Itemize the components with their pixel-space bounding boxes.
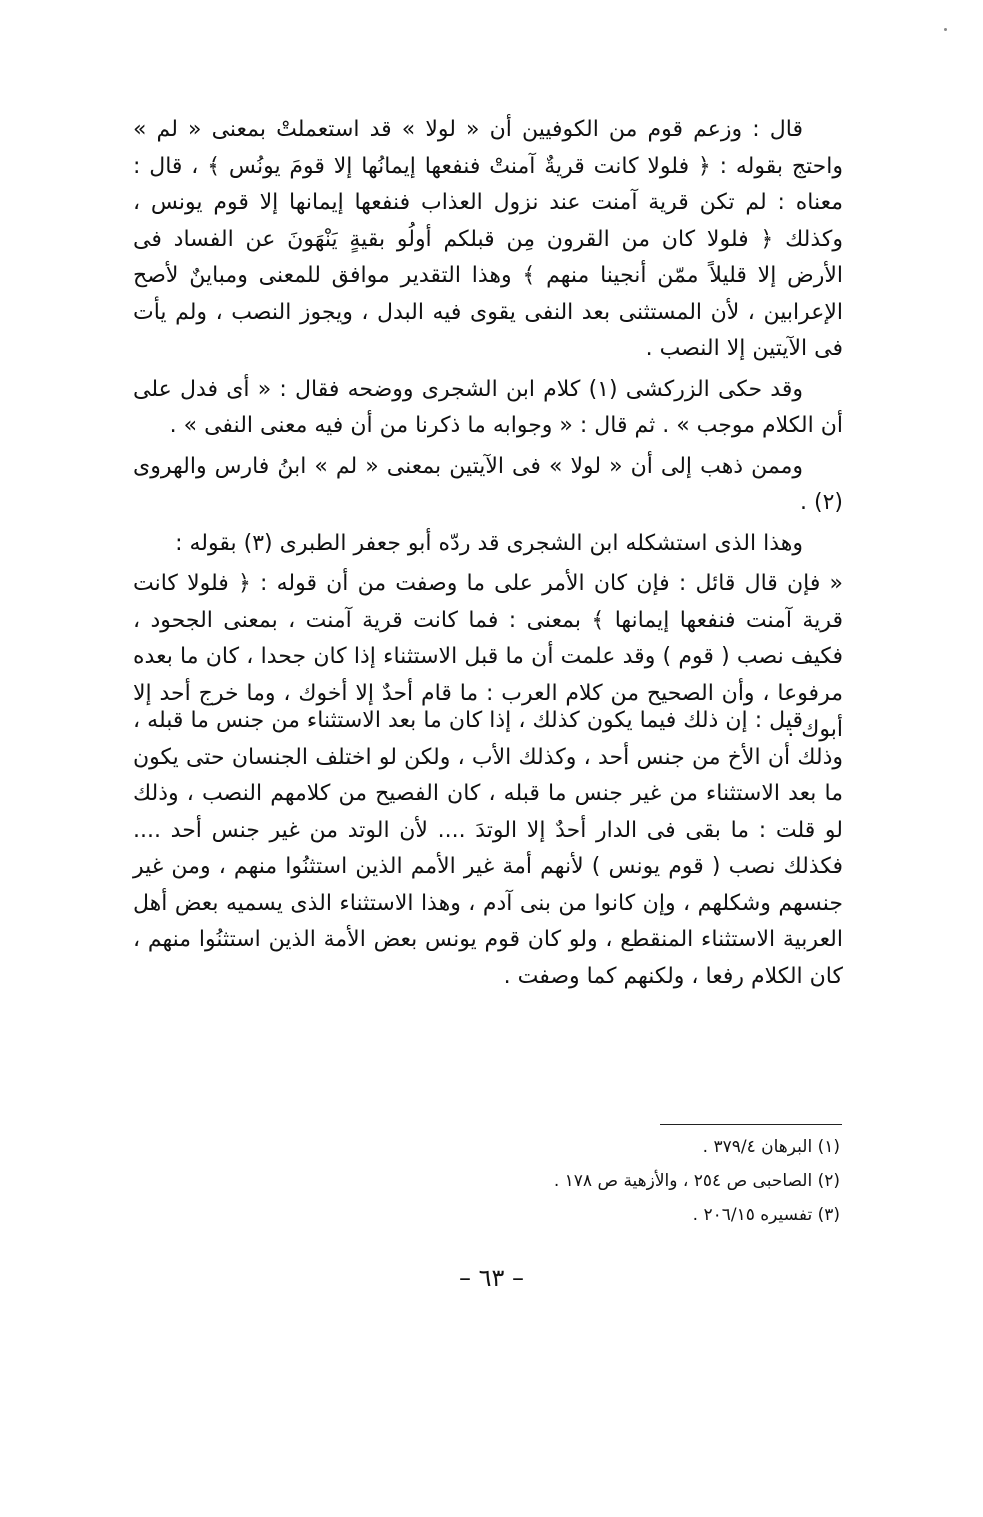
quoted-paragraph: « فإن قال قائل : فإن كان الأمر على ما وصفت من أن قوله : ﴿ فلولا كانت قرية آمنت فنفعها إيمانها ﴾ بمعنى : فما كانت قرية آمنت ، بمعنى الجحود ، فكيف نصب ( قوم ) وقد علمت أن ما قبل الاستثناء إذا كان جحدا ، كان ما بعده مرفوعا ، وأن الصحيح من كلام العرب : ما قام أحدٌ إلا أخوك ، وما خرج أحد إلا أبوك .	[133, 571, 843, 742]
paragraph: وقد حكى الزركشى (١) كلام ابن الشجرى ووضحه فقال : « أى فدل على أن الكلام موجب » . ثم قال : « وجوابه ما ذكرنا من أن فيه معنى النفى » .	[133, 376, 843, 438]
footnote-3: (٣) تفسيره ٢٠٦/١٥ .	[692, 1205, 840, 1225]
paragraph: قال : وزعم قوم من الكوفيين أن « لولا » قد استعملتْ بمعنى « لم » واحتج بقوله : ﴿ فلولا كانت قريةٌ آمنتْ فنفعها إيمانُها إلا قومَ يونُس ﴾ ، قال : معناه : لم تكن قرية آمنت عند نزول العذاب فنفعها إيمانها إلا قوم يونس ، وكذلك ﴿ فلولا كان من القرون مِن قبلكم أولُو بقيةٍ يَنْهَونَ عن الفساد فى الأرض إلا قليلاً ممّن أنجينا منهم ﴾ وهذا التقدير موافق للمعنى ومباينٌ لأصح الإعرابين ، لأن المستثنى بعد النفى يقوى فيه البدل ، ويجوز النصب ، ولم يأت فى الآيتين إلا النصب .	[133, 117, 843, 361]
main-text-lower	[133, 703, 843, 999]
footnote-separator	[660, 1124, 842, 1125]
paragraph: قيل : إن ذلك فيما يكون كذلك ، إذا كان ما بعد الاستثناء من جنس ما قبله ، وذلك أن الأخ من جنس أحد ، وكذلك الأب ، ولكن لو اختلف الجنسان حتى يكون ما بعد الاستثناء من غير جنس ما قبله ، كان الفصيح من كلامهم النصب ، وذلك لو قلت : ما بقى فى الدار أحدٌ إلا الوتدَ .... لأن الوتد من غير جنس أحد .... فكذلك نصب ( قوم يونس ) لأنهم أمة غير الأمم الذين استثنُوا منهم ، ومن غير جنسهم وشكلهم ، وإن كانوا من بنى آدم ، وهذا الاستثناء الذى يسميه بعض أهل العربية الاستثناء المنقطع ، ولو كان قوم يونس بعض الأمة الذين استثنُوا منهم ، كان الكلام رفعا ، ولكنهم كما وصفت .	[133, 708, 843, 989]
footnotes	[420, 1130, 840, 1232]
main-text-upper	[133, 112, 843, 753]
page-number: – ٦٣ –	[458, 1264, 525, 1292]
footnote-1: (١) البرهان ٣٧٩/٤ .	[702, 1137, 840, 1157]
paragraph: وهذا الذى استشكله ابن الشجرى قد ردّه أبو جعفر الطبرى (٣) بقوله :	[175, 530, 803, 556]
scan-speck	[944, 28, 947, 31]
footnote-2: (٢) الصاحبى ص ٢٥٤ ، والأزهية ص ١٧٨ .	[553, 1171, 840, 1191]
paragraph: وممن ذهب إلى أن « لولا » فى الآيتين بمعنى « لم » ابنُ فارس والهروى (٢) .	[133, 453, 843, 515]
